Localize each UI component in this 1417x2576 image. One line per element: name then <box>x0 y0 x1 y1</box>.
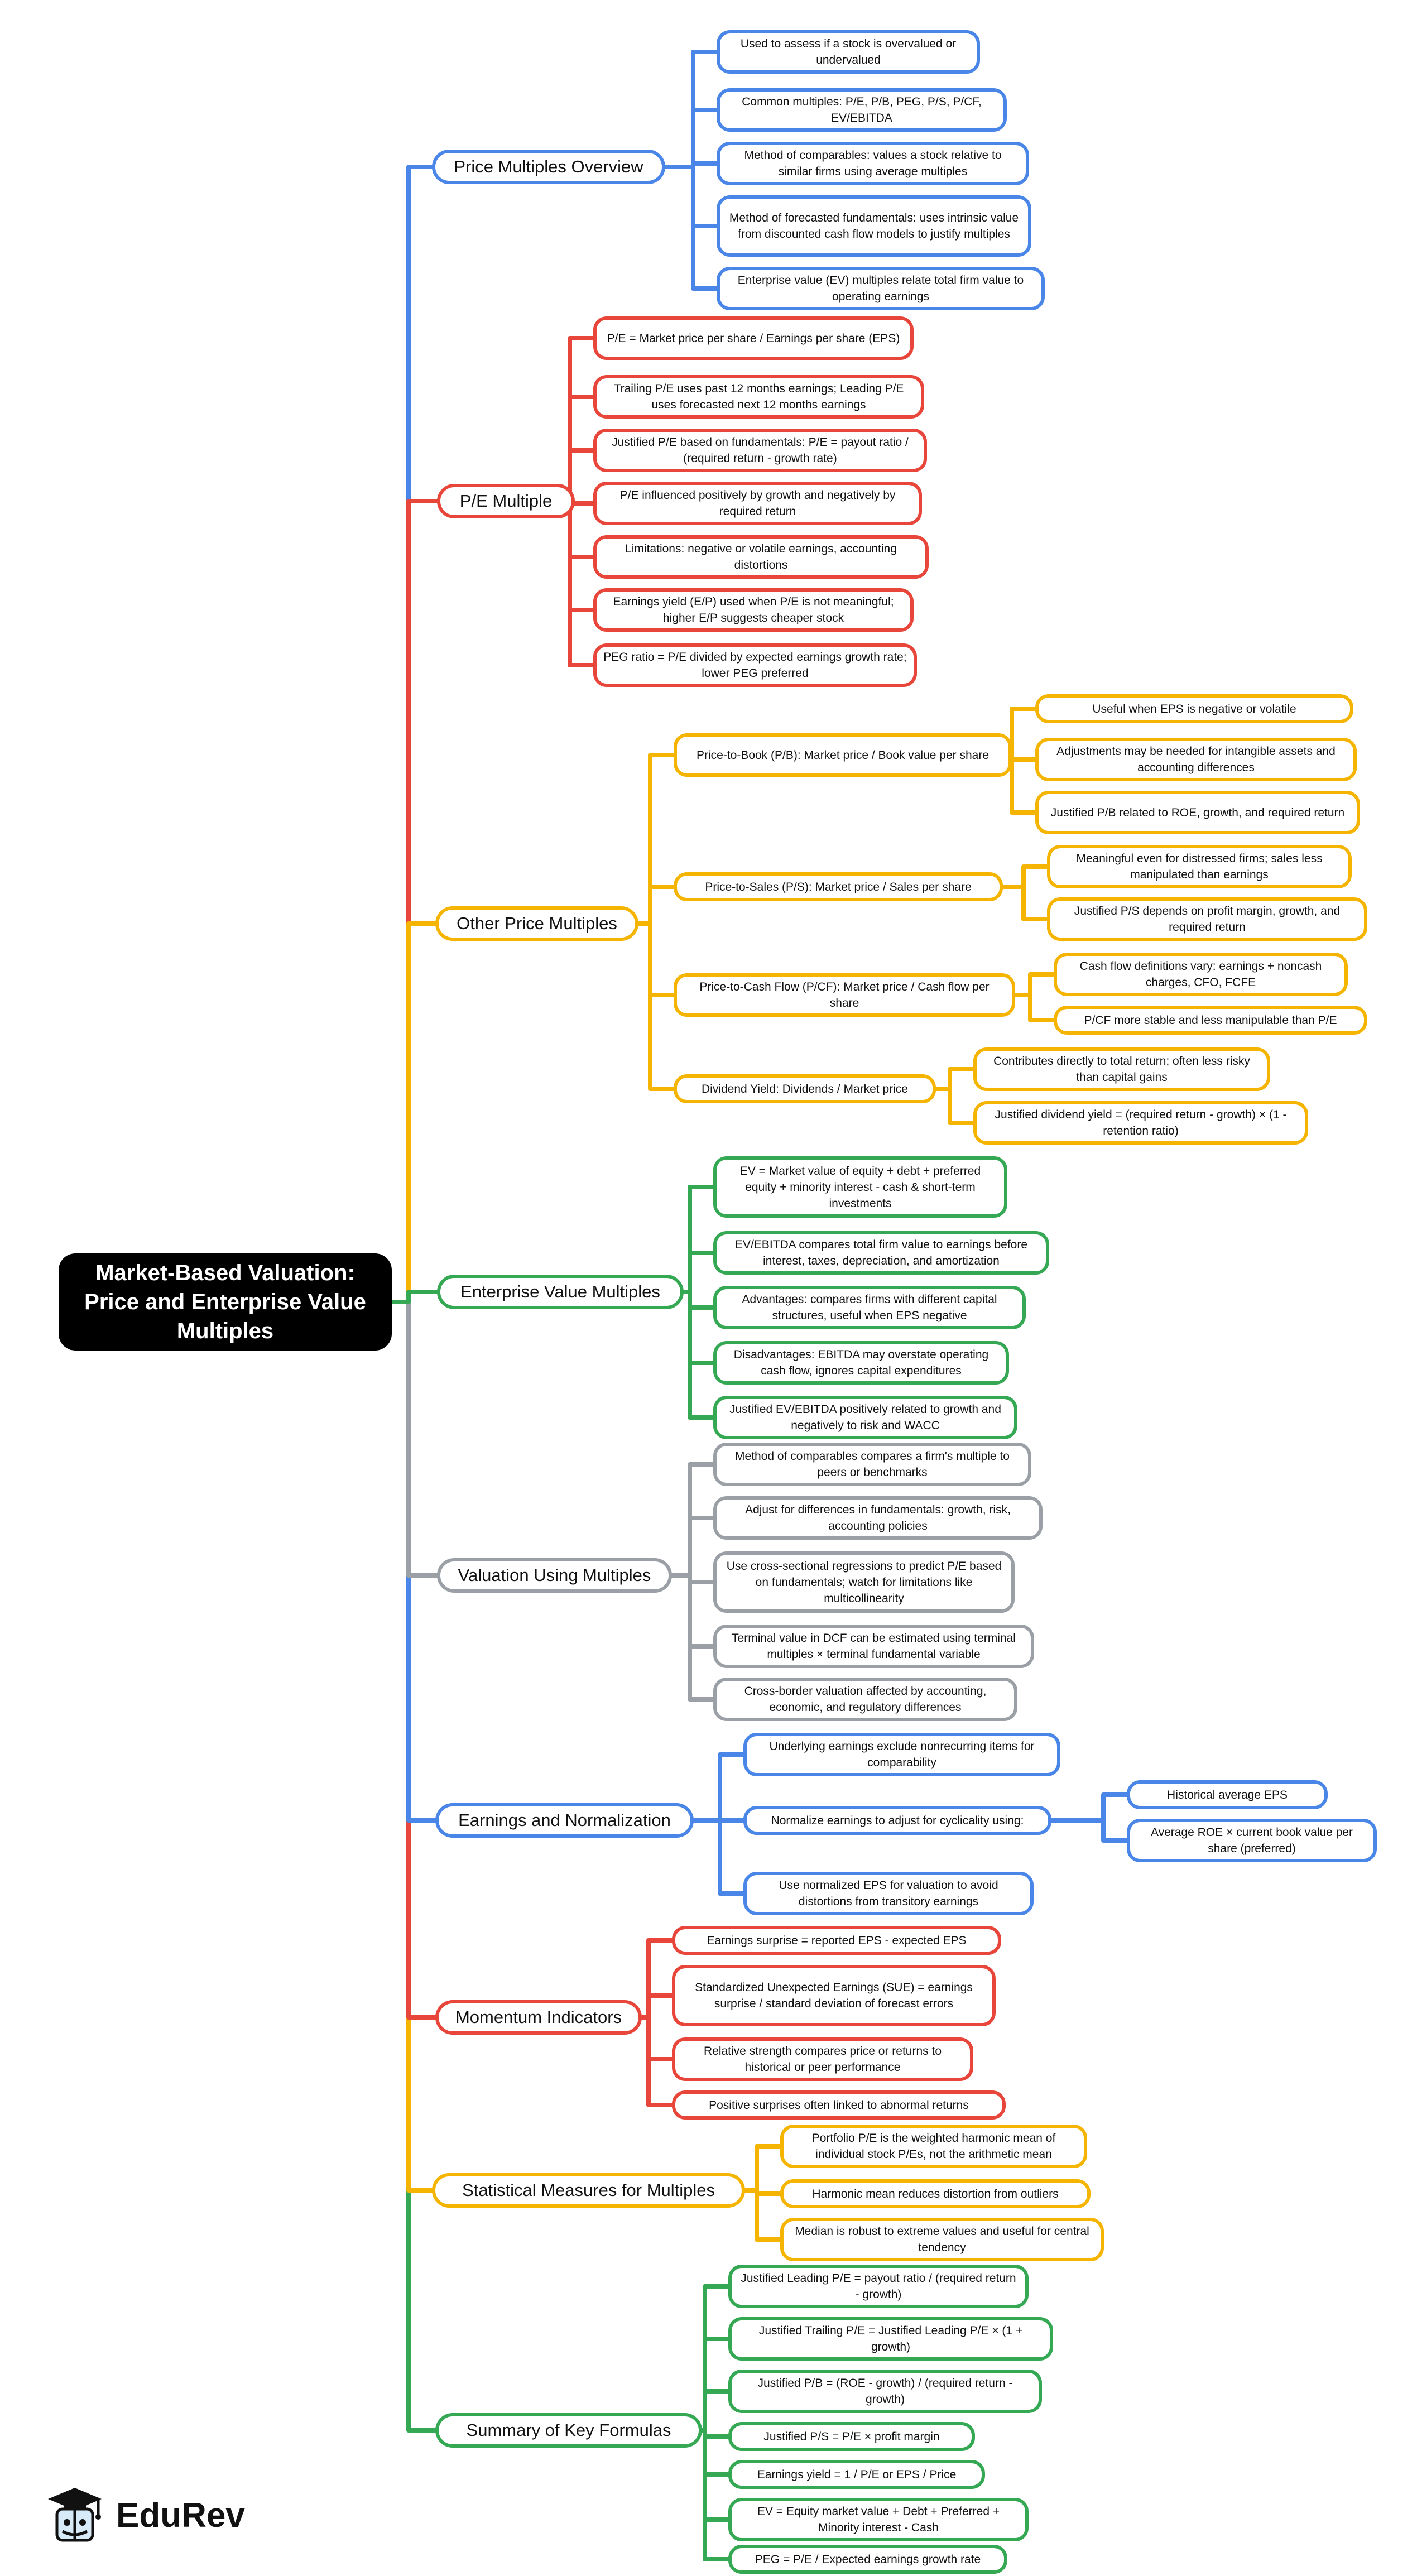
branch-label-momentum-indicators: Momentum Indicators <box>435 2000 642 2035</box>
topic-node: Price-to-Sales (P/S): Market price / Sales per share <box>674 872 1003 901</box>
topic-node: Advantages: compares firms with different capital structures, useful when EPS negative <box>713 1286 1026 1329</box>
graduation-cap-icon <box>47 2484 105 2546</box>
topic-node: Average ROE × current book value per share (preferred) <box>1127 1819 1377 1862</box>
topic-node: Trailing P/E uses past 12 months earnings; Leading P/E uses forecasted next 12 months earnings <box>593 375 924 419</box>
topic-node: Positive surprises often linked to abnormal returns <box>672 2090 1006 2120</box>
branch-label-statistical-measures: Statistical Measures for Multiples <box>432 2173 745 2208</box>
topic-node: Justified P/E based on fundamentals: P/E = payout ratio / (required return - growth rate) <box>593 429 927 472</box>
topic-node: EV = Market value of equity + debt + preferred equity + minority interest - cash & short-term investments <box>713 1156 1007 1218</box>
topic-node: Harmonic mean reduces distortion from outliers <box>780 2179 1091 2208</box>
branch-label-price-multiples-overview: Price Multiples Overview <box>432 150 665 184</box>
topic-node: Standardized Unexpected Earnings (SUE) = earnings surprise / standard deviation of forecast errors <box>672 1965 996 2026</box>
topic-node: Contributes directly to total return; often less risky than capital gains <box>973 1047 1270 1091</box>
topic-node: Justified Trailing P/E = Justified Leading P/E × (1 + growth) <box>728 2317 1053 2361</box>
branch-label-other-price-multiples: Other Price Multiples <box>435 906 638 941</box>
topic-node: Justified P/B = (ROE - growth) / (required return - growth) <box>728 2370 1042 2413</box>
topic-node: Justified P/S = P/E × profit margin <box>728 2422 975 2451</box>
topic-node: Enterprise value (EV) multiples relate total firm value to operating earnings <box>717 267 1045 310</box>
branch-label-summary-of-key-formulas: Summary of Key Formulas <box>435 2413 702 2448</box>
topic-node: Justified EV/EBITDA positively related to growth and negatively to risk and WACC <box>713 1396 1017 1439</box>
topic-node: Terminal value in DCF can be estimated using terminal multiples × terminal fundamental variable <box>713 1625 1034 1668</box>
topic-node: Method of comparables: values a stock relative to similar firms using average multiples <box>717 142 1029 185</box>
topic-node: Normalize earnings to adjust for cyclicality using: <box>743 1806 1051 1835</box>
topic-node: Method of forecasted fundamentals: uses intrinsic value from discounted cash flow models to justify multiples <box>717 195 1031 257</box>
branch-label-enterprise-value-multiples: Enterprise Value Multiples <box>437 1275 684 1309</box>
topic-node: Cross-border valuation affected by accounting, economic, and regulatory differences <box>713 1678 1017 1721</box>
topic-node: Dividend Yield: Dividends / Market price <box>674 1074 936 1103</box>
topic-node: Use normalized EPS for valuation to avoid distortions from transitory earnings <box>743 1872 1034 1915</box>
topic-node: Use cross-sectional regressions to predict P/E based on fundamentals; watch for limitations like multicollinearity <box>713 1551 1015 1613</box>
topic-node: P/E influenced positively by growth and negatively by required return <box>593 482 922 525</box>
root-topic: Market-Based Valuation: Price and Enterprise Value Multiples <box>59 1253 392 1351</box>
topic-node: PEG ratio = P/E divided by expected earnings growth rate; lower PEG preferred <box>593 643 917 687</box>
topic-node: Earnings yield (E/P) used when P/E is not meaningful; higher E/P suggests cheaper stock <box>593 588 914 632</box>
topic-node: Justified P/B related to ROE, growth, and required return <box>1035 791 1360 834</box>
topic-node: Justified P/S depends on profit margin, growth, and required return <box>1047 897 1367 941</box>
topic-node: Used to assess if a stock is overvalued or undervalued <box>717 30 980 74</box>
topic-node: Common multiples: P/E, P/B, PEG, P/S, P/CF, EV/EBITDA <box>717 88 1007 132</box>
branch-label-valuation-using-multiples: Valuation Using Multiples <box>437 1558 672 1593</box>
topic-node: Disadvantages: EBITDA may overstate operating cash flow, ignores capital expenditures <box>713 1341 1009 1385</box>
topic-node: Earnings surprise = reported EPS - expected EPS <box>672 1926 1001 1955</box>
topic-node: PEG = P/E / Expected earnings growth rate <box>728 2545 1007 2574</box>
topic-node: Underlying earnings exclude nonrecurring items for comparability <box>743 1733 1060 1776</box>
topic-node: Median is robust to extreme values and useful for central tendency <box>780 2218 1104 2261</box>
topic-node: Portfolio P/E is the weighted harmonic mean of individual stock P/Es, not the arithmetic mean <box>780 2125 1087 2168</box>
topic-node: Cash flow definitions vary: earnings + noncash charges, CFO, FCFE <box>1054 953 1348 996</box>
topic-node: Adjust for differences in fundamentals: growth, risk, accounting policies <box>713 1496 1043 1540</box>
topic-node: Historical average EPS <box>1127 1780 1328 1809</box>
edurev-logo <box>47 2484 245 2546</box>
topic-node: Meaningful even for distressed firms; sales less manipulated than earnings <box>1047 845 1352 888</box>
topic-node: Price-to-Book (P/B): Market price / Book value per share <box>674 733 1012 777</box>
topic-node: EV/EBITDA compares total firm value to earnings before interest, taxes, depreciation, and amortization <box>713 1231 1049 1275</box>
topic-node: P/E = Market price per share / Earnings per share (EPS) <box>593 316 914 360</box>
edurev-logo-text: EduRev <box>116 2496 245 2535</box>
topic-node: Justified dividend yield = (required return - growth) × (1 - retention ratio) <box>973 1101 1308 1145</box>
topic-node: Limitations: negative or volatile earnings, accounting distortions <box>593 535 929 579</box>
topic-node: Method of comparables compares a firm's multiple to peers or benchmarks <box>713 1443 1031 1486</box>
topic-node: Justified Leading P/E = payout ratio / (required return - growth) <box>728 2265 1029 2308</box>
topic-node: P/CF more stable and less manipulable than P/E <box>1054 1006 1367 1035</box>
topic-node: EV = Equity market value + Debt + Preferred + Minority interest - Cash <box>728 2498 1029 2541</box>
topic-node: Relative strength compares price or returns to historical or peer performance <box>672 2037 973 2081</box>
topic-node: Earnings yield = 1 / P/E or EPS / Price <box>728 2460 985 2489</box>
topic-node: Price-to-Cash Flow (P/CF): Market price / Cash flow per share <box>674 973 1015 1017</box>
topic-node: Adjustments may be needed for intangible assets and accounting differences <box>1035 738 1357 781</box>
branch-label-pe-multiple: P/E Multiple <box>437 484 575 518</box>
topic-node: Useful when EPS is negative or volatile <box>1035 694 1353 723</box>
branch-label-earnings-and-normalization: Earnings and Normalization <box>435 1803 694 1838</box>
